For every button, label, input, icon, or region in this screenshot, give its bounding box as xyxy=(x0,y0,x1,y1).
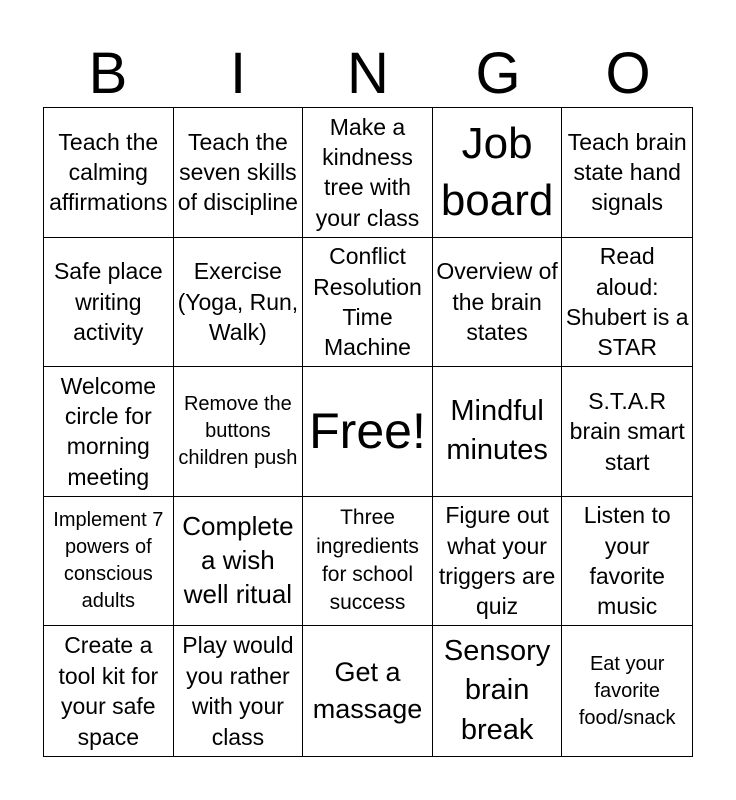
bingo-cell[interactable] xyxy=(44,626,174,756)
cell-text: Sensory brain break xyxy=(443,635,551,746)
cell-text: Welcome circle for morning meeting xyxy=(60,372,157,490)
cell-text: Teach the seven skills of discipline xyxy=(177,128,298,216)
cell-text: Mindful minutes xyxy=(446,395,548,467)
free-space-text: Free! xyxy=(309,402,426,459)
bingo-cell[interactable] xyxy=(433,238,563,368)
bingo-cell[interactable] xyxy=(433,108,563,238)
cell-text: Remove the buttons children push xyxy=(178,392,298,469)
cell-text: S.T.A.R brain smart start xyxy=(569,387,685,475)
bingo-cell[interactable] xyxy=(44,367,174,497)
bingo-cell[interactable] xyxy=(303,108,433,238)
free-cell[interactable] xyxy=(303,367,433,497)
bingo-cell[interactable] xyxy=(44,238,174,368)
bingo-cell[interactable] xyxy=(174,238,304,368)
bingo-cell[interactable] xyxy=(433,626,563,756)
header-letter-b: B xyxy=(88,41,128,106)
cell-text: Overview of the brain states xyxy=(436,258,558,346)
bingo-cell[interactable] xyxy=(303,626,433,756)
cell-text: Eat your favorite food/snack xyxy=(578,652,676,729)
cell-text: Exercise (Yoga, Run, Walk) xyxy=(177,258,299,346)
bingo-cell[interactable] xyxy=(174,108,304,238)
header-letter-i: I xyxy=(229,41,247,106)
bingo-cell[interactable] xyxy=(174,497,304,627)
cell-text: Teach the calming affirmations xyxy=(49,128,168,216)
bingo-cell[interactable] xyxy=(562,238,692,368)
header-letter-o: O xyxy=(605,41,651,106)
bingo-cell[interactable] xyxy=(562,626,692,756)
bingo-cell[interactable] xyxy=(44,108,174,238)
bingo-cell[interactable] xyxy=(44,497,174,627)
cell-text: Make a kindness tree with your class xyxy=(315,113,420,231)
bingo-cell[interactable] xyxy=(562,367,692,497)
bingo-cell[interactable] xyxy=(433,367,563,497)
cell-text: Listen to your favorite music xyxy=(583,502,671,620)
bingo-cell[interactable] xyxy=(303,238,433,368)
bingo-cell[interactable] xyxy=(174,626,304,756)
header-letter-g: G xyxy=(475,41,521,106)
cell-text: Get a massage xyxy=(312,657,423,725)
bingo-cell[interactable] xyxy=(303,497,433,627)
bingo-cell[interactable] xyxy=(562,108,692,238)
bingo-board xyxy=(43,107,693,757)
cell-text: Teach brain state hand signals xyxy=(567,128,687,216)
cell-text: Complete a wish well ritual xyxy=(182,511,294,609)
cell-text: Create a tool kit for your safe space xyxy=(58,632,159,750)
cell-text: Play would you rather with your class xyxy=(182,632,294,750)
cell-text: Figure out what your triggers are quiz xyxy=(438,502,556,620)
header-letter-n: N xyxy=(347,41,389,106)
cell-text: Three ingredients for school success xyxy=(316,506,419,615)
cell-text: Safe place writing activity xyxy=(53,258,163,346)
cell-text: Job board xyxy=(440,119,554,226)
bingo-cell[interactable] xyxy=(174,367,304,497)
bingo-header xyxy=(43,40,693,108)
cell-text: Implement 7 powers of conscious adults xyxy=(53,509,164,613)
bingo-cell[interactable] xyxy=(562,497,692,627)
cell-text: Conflict Resolution Time Machine xyxy=(313,243,422,361)
cell-text: Read aloud: Shubert is a STAR xyxy=(565,243,689,361)
bingo-cell[interactable] xyxy=(433,497,563,627)
